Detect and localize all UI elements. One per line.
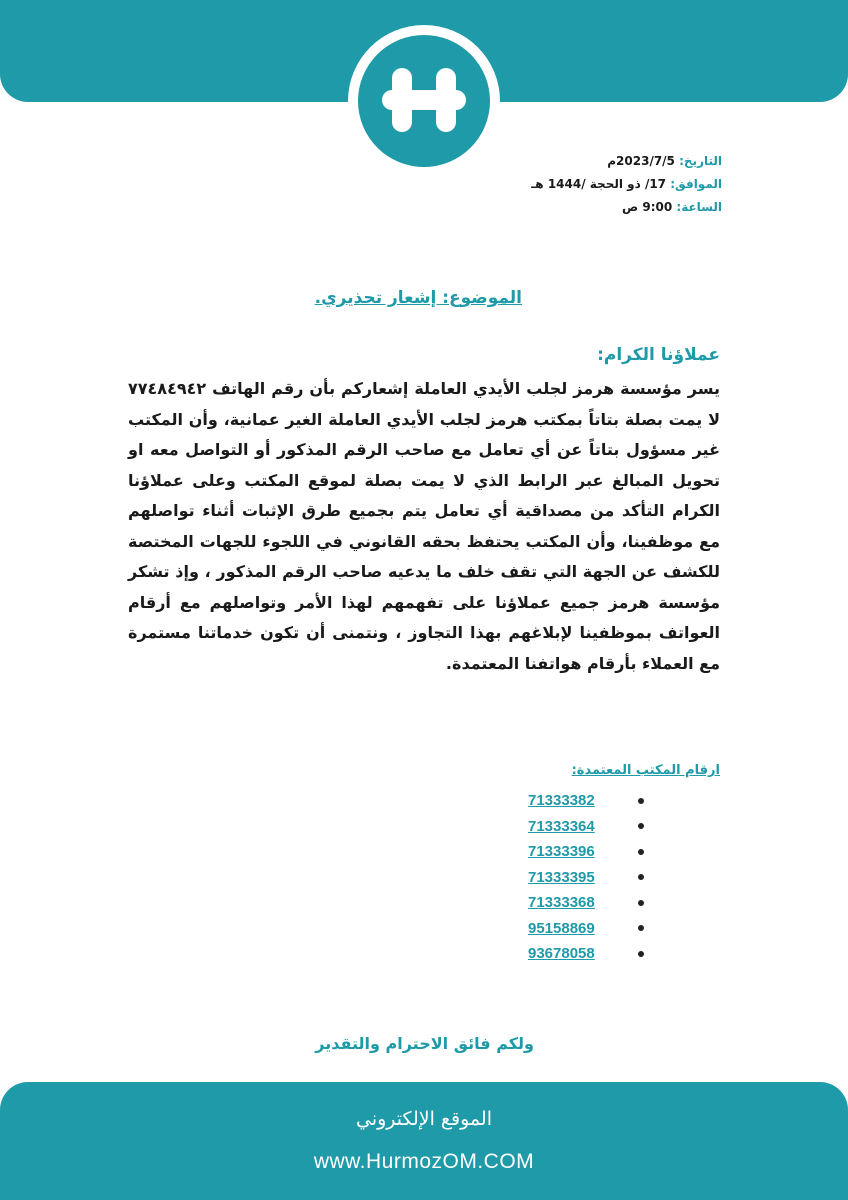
bullet-icon — [638, 849, 644, 855]
letter-meta — [531, 150, 722, 219]
date-value: 2023/7/5م — [607, 154, 675, 168]
list-item — [528, 890, 644, 916]
bullet-icon — [638, 951, 644, 957]
hurmoz-logo-icon — [358, 35, 490, 167]
hijri-line — [531, 173, 722, 196]
greeting: عملاؤنا الكرام: — [597, 345, 720, 365]
approved-numbers-title: ارقام المكتب المعتمدة: — [571, 763, 720, 778]
bullet-icon — [638, 925, 644, 931]
bullet-icon — [638, 823, 644, 829]
closing-line: ولكم فائق الاحترام والتقدير — [315, 1034, 534, 1053]
list-item — [528, 788, 644, 814]
phone-number-link[interactable]: 71333382 — [528, 792, 595, 810]
phone-number-link[interactable]: 95158869 — [528, 919, 595, 937]
approved-numbers-list — [528, 788, 644, 967]
list-item — [528, 839, 644, 865]
phone-number-link[interactable]: 71333395 — [528, 868, 595, 886]
phone-number-link[interactable]: 71333396 — [528, 843, 595, 861]
bullet-icon — [638, 798, 644, 804]
footer-website-link[interactable]: www.HurmozOM.COM — [313, 1150, 535, 1173]
time-line — [531, 196, 722, 219]
hijri-label: الموافق: — [670, 177, 722, 191]
phone-number-link[interactable]: 71333364 — [528, 817, 595, 835]
list-item — [528, 941, 644, 967]
phone-number-link[interactable]: 71333368 — [528, 894, 595, 912]
footer-band — [0, 1082, 848, 1200]
date-label: التاريخ: — [679, 154, 722, 168]
list-item — [528, 865, 644, 891]
list-item — [528, 814, 644, 840]
phone-number-link[interactable]: 93678058 — [528, 945, 595, 963]
time-value: 9:00 ص — [622, 200, 673, 214]
date-line — [531, 150, 722, 173]
list-item — [528, 916, 644, 942]
bullet-icon — [638, 874, 644, 880]
footer-website-label: الموقع الإلكتروني — [355, 1108, 492, 1130]
bullet-icon — [638, 900, 644, 906]
time-label: الساعة: — [676, 200, 722, 214]
hijri-value: 17/ ذو الحجة /1444 هـ — [531, 177, 667, 191]
subject-line: الموضوع: إشعار تحذيري. — [314, 288, 522, 308]
body-paragraph: يسر مؤسسة هرمز لجلب الأيدي العاملة إشعاركم بأن رقم الهاتف ٧٧٤٨٤٩٤٢ لا يمت بصلة بتاتاً بمكتب هرمز لجلب الأيدي العاملة الغير عمانية، وأن المكتب غير مسؤول بتاتاً عن أي تعامل مع صاحب الرقم المذكور أو التواصل معه او تحويل المبالغ عبر الرابط الذي لا يمت بصلة لموقع المكتب وعلى عملاؤنا الكرام التأكد من مصداقية أي تعامل يتم بجميع طرق الإثبات أثناء تواصلهم مع موظفينا، وأن المكتب يحتفظ بحقه القانوني في اللجوء للجهات المختصة للكشف عن الجهة التي تقف خلف ما يدعيه صاحب الرقم المذكور ، وإذ تشكر مؤسسة هرمز جميع عملاؤنا على تفهمهم لهذا الأمر وتواصلهم مع أرقام العواتف بموظفينا لإبلاغهم بهذا التجاوز ، ونتمنى أن تكون خدماتنا مستمرة مع العملاء بأرقام هواتفنا المعتمدة. — [128, 379, 720, 673]
